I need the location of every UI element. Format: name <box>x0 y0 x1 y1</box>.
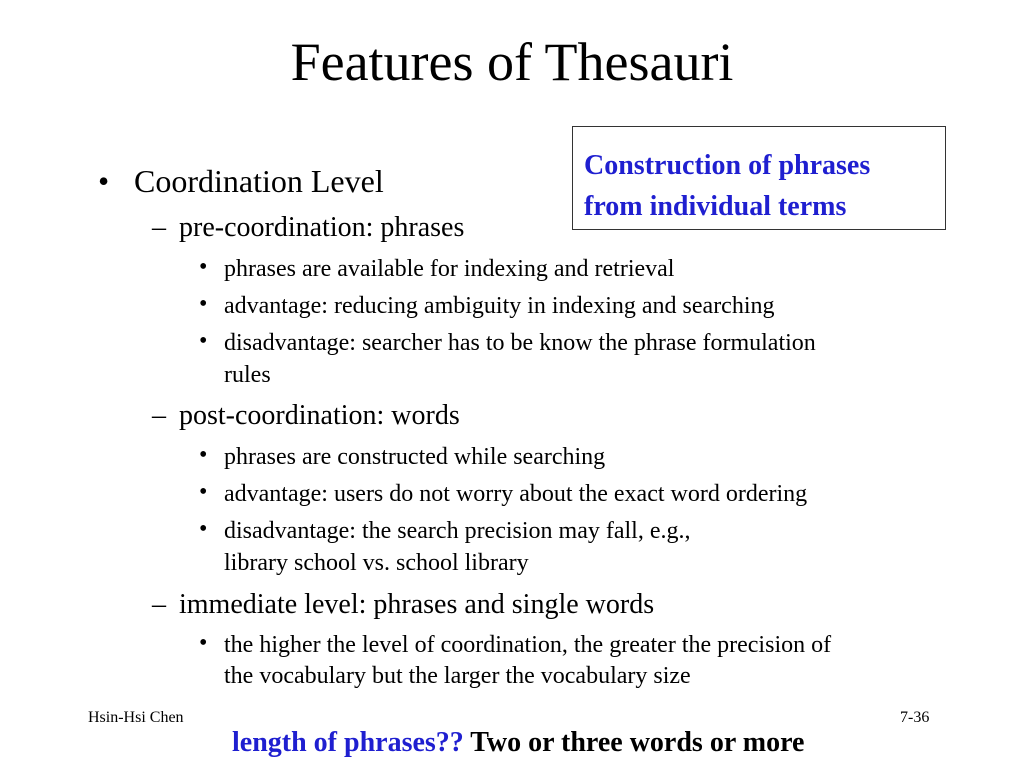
heading-coordination-level: Coordination Level <box>134 163 384 199</box>
bullet-marker: • <box>199 442 208 468</box>
bullet-marker: • <box>199 254 208 280</box>
bottom-note-question: length of phrases?? <box>232 727 464 758</box>
bullet-marker: • <box>199 630 208 656</box>
callout-box <box>572 126 946 230</box>
list-item: the higher the level of coordination, the greater the precision of <box>224 632 832 658</box>
bullet-marker: • <box>199 328 208 354</box>
list-item: phrases are available for indexing and retrieval <box>224 256 675 282</box>
list-item-continuation: the vocabulary but the larger the vocabulary size <box>224 663 691 689</box>
list-item-continuation: library school vs. school library <box>224 550 529 576</box>
subheading-immediate-level: immediate level: phrases and single words <box>179 589 655 620</box>
list-item: disadvantage: searcher has to be know the phrase formulation <box>224 330 816 356</box>
bullet-marker: • <box>199 479 208 505</box>
dash-marker: – <box>152 400 166 431</box>
list-item: advantage: users do not worry about the exact word ordering <box>224 481 808 507</box>
list-item: phrases are constructed while searching <box>224 444 606 470</box>
list-item-continuation: rules <box>224 362 271 388</box>
callout-line-1: Construction of phrases <box>584 150 871 181</box>
dash-marker: – <box>152 212 166 243</box>
subheading-post-coordination: post-coordination: words <box>179 400 460 431</box>
footer-page-number: 7-36 <box>900 709 930 726</box>
bottom-note <box>232 725 804 761</box>
bottom-note-answer: Two or three words or more <box>470 727 805 758</box>
bullet-marker: • <box>98 163 110 199</box>
list-item: disadvantage: the search precision may fall, e.g., <box>224 518 691 544</box>
callout-line-2: from individual terms <box>584 191 847 222</box>
list-item: advantage: reducing ambiguity in indexing and searching <box>224 293 775 319</box>
slide-title: Features of Thesauri <box>290 32 734 92</box>
footer-author: Hsin-Hsi Chen <box>88 709 184 726</box>
bullet-marker: • <box>199 516 208 542</box>
dash-marker: – <box>152 589 166 620</box>
subheading-pre-coordination: pre-coordination: phrases <box>179 212 465 243</box>
bullet-marker: • <box>199 291 208 317</box>
